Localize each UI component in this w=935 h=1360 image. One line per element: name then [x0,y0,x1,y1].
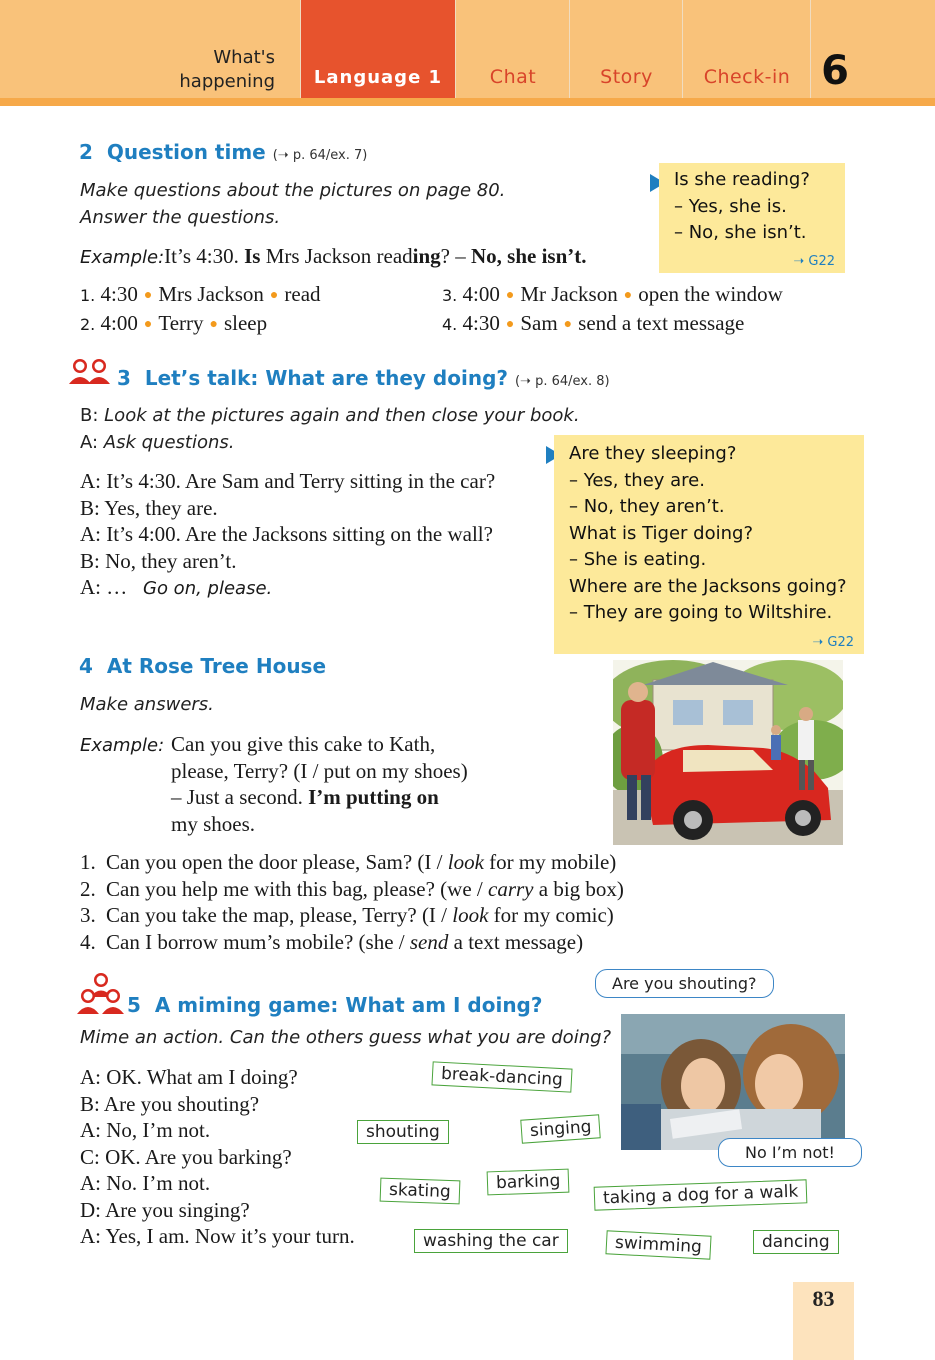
item-text: Can you take the map, please, Terry? (I / [106,903,453,927]
example-text: Mrs Jackson read [260,244,413,268]
ex4-instructions: Make answers. [80,694,214,715]
item-time: 4:30 [462,310,500,335]
example-label: Example: [80,247,165,268]
ex2-instr-line: Answer the questions. [80,207,281,228]
item-action: send a text message [578,310,745,335]
group-work-icon [76,972,126,1021]
example-line [171,784,591,811]
example-text: ? – [440,244,471,268]
word-tag-dancing: dancing [753,1230,839,1254]
ex2-instructions [80,177,505,231]
pair-work-icon [67,356,113,391]
ex5-instructions: Mime an action. Can the others guess what you are doing? [80,1027,612,1048]
ex2-ref: (➝ p. 64/ex. 7) [272,148,368,163]
grammar-ref: ➝ G22 [793,254,835,269]
ex4-heading [79,654,326,678]
dialogue-line [80,574,495,603]
ex5-dialogue [80,1064,355,1250]
item-action: sleep [223,310,268,335]
dialogue-text: A: … [80,575,128,599]
word-tag-barking: barking [487,1169,570,1196]
ex5-number: 5 [127,993,141,1017]
bullet-dot: ● [143,316,153,332]
word-tag-skating: skating [380,1178,461,1205]
dialogue-line: A: No. I’m not. [80,1171,211,1195]
grammar-ref: ➝ G22 [812,635,854,650]
dialogue-line: C: OK. Are you barking? [80,1144,292,1169]
item-who: Mrs Jackson [158,282,264,306]
item-number: 1. [80,286,96,305]
tab-label-line1: What's [213,47,275,68]
ex4-example [171,731,591,837]
list-item [80,281,440,310]
instr-line [80,429,580,456]
tab-label: Story [600,66,653,88]
item-text: for my comic) [488,903,614,927]
speech-bubble-question: Are you shouting? [595,969,774,998]
ex4-items [80,849,780,955]
dialogue-line: A: It’s 4:30. Are Sam and Terry sitting in the car? [80,469,496,493]
bullet-dot: ● [143,288,153,303]
box-line: – No, she isn’t. [674,222,807,243]
item-action: open the window [638,282,783,306]
ex2-title: Question time [106,140,266,164]
item-time: 4:00 [100,310,138,335]
box-line: Where are the Jacksons going? [569,575,847,597]
unit-number: 6 [821,48,849,94]
tab-check-in[interactable] [682,0,811,98]
list-item [80,929,780,956]
ex3-dialogue [80,468,495,603]
dialogue-line: A: No, I’m not. [80,1118,211,1142]
example-bold: Is [244,244,261,268]
item-number: 3. [442,286,458,305]
bullet-dot: ● [269,288,279,303]
ex4-title: At Rose Tree House [106,654,327,678]
ex2-grammar-box [659,163,845,273]
tab-label: Language 1 [313,67,443,88]
dialogue-line: B: Are you shouting? [80,1091,260,1116]
instr-text: Ask questions. [103,432,235,453]
item-number: 2. [80,314,96,334]
go-on-text: Go on, please. [143,578,273,599]
tab-story[interactable] [569,0,683,98]
ex3-grammar-box [554,435,864,654]
word-tag-swimming: swimming [605,1230,711,1259]
ex5-title: A miming game: What am I doing? [154,993,543,1017]
item-verb: carry [488,876,534,901]
example-line: my shoes. [171,811,255,836]
example-bold: No, she isn’t. [471,244,587,268]
bullet-dot: ● [505,316,515,332]
box-line: – She is eating. [569,549,707,570]
bullet-dot: ● [623,288,633,303]
list-item [442,310,862,339]
speaker: A: [80,432,99,453]
list-item [80,902,780,929]
item-action: read [284,282,321,306]
dialogue-line: D: Are you singing? [80,1197,250,1222]
item-text: a text message) [448,929,584,954]
item-who: Mr Jackson [520,282,618,306]
tab-label: Check-in [703,66,791,88]
word-tag-shouting: shouting [357,1120,449,1144]
item-text: Can you help me with this bag, please? (we / [106,876,488,901]
instr-line [80,402,580,429]
box-line: – They are going to Wiltshire. [569,602,833,623]
header-underline [0,98,935,106]
item-verb: send [409,929,449,954]
dialogue-line: B: No, they aren’t. [80,548,237,573]
bullet-dot: ● [563,316,573,332]
example-line: Can you give this cake to Kath, [171,732,436,756]
box-line: Is she reading? [674,169,810,190]
page-number-tab [793,1282,854,1360]
page-number: 83 [812,1286,835,1311]
dialogue-line: A: It’s 4:00. Are the Jacksons sitting on the wall? [80,522,493,546]
tab-chat[interactable] [455,0,570,98]
speaker: B: [80,405,99,426]
box-line: – No, they aren’t. [569,496,725,517]
ex2-instr-line: Make questions about the pictures on page 80. [80,180,506,201]
item-time: 4:00 [462,282,500,306]
ex5-heading [127,993,542,1017]
item-number: 2. [80,876,96,901]
list-item [442,281,862,310]
box-line: Are they sleeping? [569,443,737,464]
ex3-number: 3 [117,366,131,390]
word-tag-washing-the-car: washing the car [414,1229,568,1253]
tab-label-line2: happening [179,71,275,92]
item-text: Can I borrow mum’s mobile? (she / [106,929,410,954]
list-item [80,849,780,876]
car-illustration [613,660,843,845]
item-text: Can you open the door please, Sam? (I / [106,850,448,874]
example-text: It’s 4:30. [164,244,245,268]
item-time: 4:30 [100,282,138,306]
example-bold: I’m putting on [308,785,439,809]
item-number: 4. [442,314,458,334]
item-text: a big box) [533,876,624,901]
item-number: 3. [80,903,96,927]
list-item [80,310,440,339]
dialogue-line: B: Yes, they are. [80,495,218,520]
item-verb: look [452,903,489,927]
ex2-items-left [80,281,440,338]
ex2-number: 2 [79,140,93,164]
example-line: please, Terry? (I / put on my shoes) [171,758,468,783]
ex2-example [80,243,587,272]
ex4-example-label [80,731,170,760]
item-number: 1. [80,850,96,874]
word-tag-break-dancing: break-dancing [431,1061,572,1092]
item-number: 4. [80,929,96,954]
ex3-title: Let’s talk: What are they doing? [144,366,509,390]
item-who: Terry [158,310,204,335]
ex4-number: 4 [79,654,93,678]
instr-text: Look at the pictures again and then close your book. [104,405,580,426]
example-label: Example: [80,735,165,756]
dialogue-line: A: OK. What am I doing? [80,1065,298,1089]
speech-bubble-answer: No I’m not! [718,1138,862,1167]
example-text: – Just a second. [171,785,309,809]
tab-label: Chat [489,66,537,88]
ex2-heading [79,140,367,164]
item-text: for my mobile) [483,850,617,874]
word-tag-taking-a-dog-for-a-walk: taking a dog for a walk [594,1179,808,1210]
example-bold: ing [412,244,441,268]
bullet-dot: ● [505,288,515,303]
list-item [80,876,780,903]
item-verb: look [447,850,484,874]
box-line: – Yes, she is. [674,195,787,217]
ex3-instructions [80,402,580,456]
bullet-dot: ● [209,316,218,332]
ex3-heading [117,366,610,390]
box-line: What is Tiger doing? [569,522,754,544]
item-who: Sam [520,310,558,335]
classroom-photo [621,1014,845,1150]
word-tag-singing: singing [520,1114,601,1143]
dialogue-line: A: Yes, I am. Now it’s your turn. [80,1224,355,1248]
box-line: – Yes, they are. [569,469,705,491]
tab-whats-happening[interactable] [150,46,275,94]
tab-language-1[interactable] [300,0,455,98]
ex3-ref: (➝ p. 64/ex. 8) [514,374,610,389]
ex2-items-right [442,281,862,338]
